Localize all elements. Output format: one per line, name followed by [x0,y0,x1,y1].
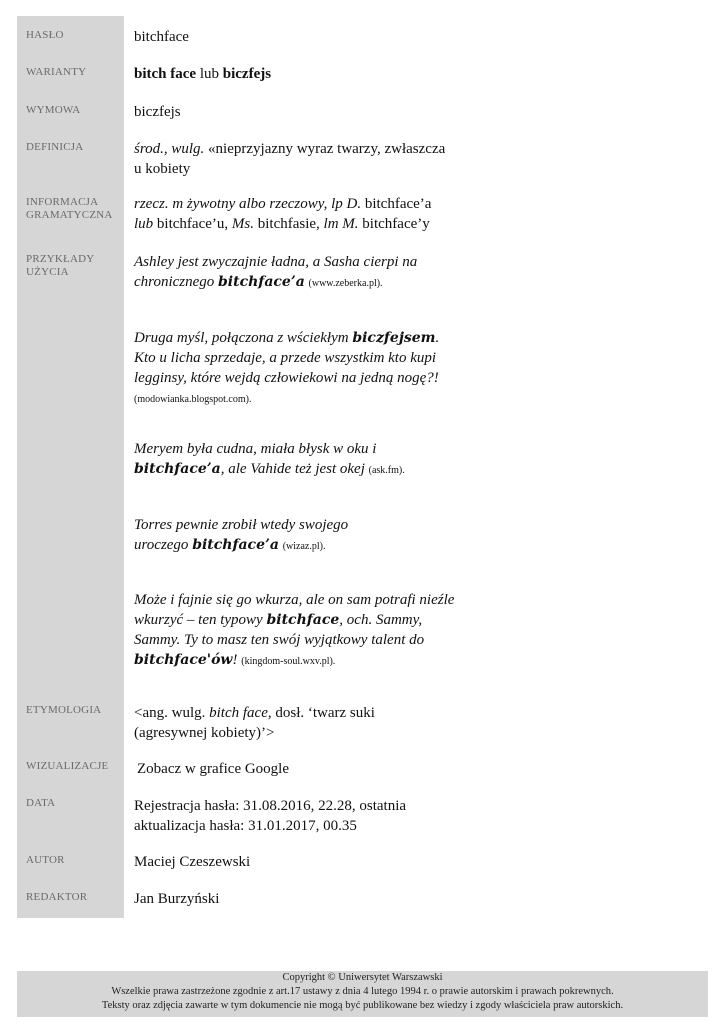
grammar-part: lm M. [323,216,359,232]
copyright-footer [17,971,708,1017]
label-line: GRAMATYCZNA [26,209,113,221]
definition-text: «nieprzyjazny wyraz twarzy, zwłaszcza u kobiety [134,141,446,177]
variant-separator: lub [196,66,223,82]
value-definicja [134,139,449,179]
value-warianty [134,64,464,84]
example-5 [134,590,459,672]
footer-copyright: Copyright © Uniwersytet Warszawski [282,972,443,983]
example-headword: bitchface’a [192,537,279,553]
label-haslo: HASŁO [26,29,64,41]
label-wizualizacje: WIZUALIZACJE [26,760,109,772]
grammar-part: bitchface’a [361,196,432,212]
example-text: Druga myśl, połączona z wściekłym [134,330,353,346]
example-headword: biczfejsem [352,330,436,346]
variant-1: bitch face [134,66,197,82]
etymology-text: , dosł. ‘twarz suki (agresywnej kobiety)’> [134,705,375,741]
grammar-part: bitchfasie, [253,216,324,232]
grammar-part: Ms. [231,216,254,232]
example-2 [134,328,449,410]
google-images-link[interactable]: Zobacz w grafice Google [137,761,290,777]
value-gramatyka [134,194,464,234]
label-warianty: WARIANTY [26,66,87,78]
example-text: Torres pewnie zrobił wtedy swojego uroczego [134,517,349,553]
grammar-part: lub [134,216,154,232]
label-redaktor: REDAKTOR [26,891,88,903]
example-1 [134,252,424,294]
example-text: Meryem była cudna, miała błysk w oku i [134,441,377,457]
example-4 [134,515,404,557]
example-3 [134,439,449,481]
label-data: DATA [26,797,56,809]
footer-notice: Teksty oraz zdjęcia zawarte w tym dokumencie nie mogą być publikowane bez wiedzy i zgody właściciela praw autorskich. [101,1000,624,1011]
example-headword: bitchface [266,612,340,628]
example-headword: bitchface’a [218,274,305,290]
example-text: ! [232,652,238,668]
example-text: , och. Sammy, Sammy. Ty to masz ten swój wyjątkowy talent do [134,612,425,648]
example-source: (modowianka.blogspot.com). [134,394,252,405]
label-wymowa: WYMOWA [26,104,81,116]
example-source: (www.zeberka.pl). [308,278,383,289]
example-headword: bitchface’a [134,461,221,477]
label-line: PRZYKŁADY [26,253,95,265]
value-data: Rejestracja hasła: 31.08.2016, 22.28, ostatnia aktualizacja hasła: 31.01.2017, 00.35 [134,798,407,834]
example-source: (wizaz.pl). [282,541,326,552]
label-etymologia: ETYMOLOGIA [26,704,102,716]
variant-2: biczfejs [222,66,272,82]
value-haslo: bitchface [134,29,189,45]
label-definicja: DEFINICJA [26,141,84,153]
label-przyklady-uzycia [26,253,122,279]
value-wymowa: biczfejs [134,104,181,120]
label-line: UŻYCIA [26,266,69,278]
etymology-text: <ang. wulg. [134,705,210,721]
grammar-part: bitchface’y [358,216,430,232]
example-text: Ashley jest zwyczajnie ładna, a Sasha cierpi na chronicznego [134,254,418,290]
label-informacja-gramatyczna [26,196,122,222]
example-text: , ale Vahide też jest okej [220,461,365,477]
example-source: (ask.fm). [368,465,405,476]
value-redaktor: Jan Burzyński [134,891,220,907]
definition-qualifier: środ., wulg. [134,141,205,157]
grammar-part: rzecz. m żywotny albo rzeczowy, lp D. [134,196,362,212]
value-etymologia [134,703,449,743]
grammar-part: bitchface’u, [153,216,232,232]
label-line: INFORMACJA [26,196,99,208]
value-autor: Maciej Czeszewski [134,854,251,870]
example-headword: bitchface'ów [134,652,233,668]
etymology-source-word: bitch face [209,705,268,721]
footer-rights: Wszelkie prawa zastrzeżone zgodnie z art.17 ustawy z dnia 4 lutego 1994 r. o prawie autorskim i prawach pokrewnych. [111,986,614,997]
example-text: . Kto u licha sprzedaje, a przede wszystkim kto kupi legginsy, które wejdą człowiekowi na jedną nogę?! [134,330,440,386]
example-text: Może i fajnie się go wkurza, ale on sam potrafi nieźle wkurzyć – ten typowy [134,592,455,628]
label-autor: AUTOR [26,854,65,866]
example-source: (kingdom-soul.wxv.pl). [241,656,336,667]
